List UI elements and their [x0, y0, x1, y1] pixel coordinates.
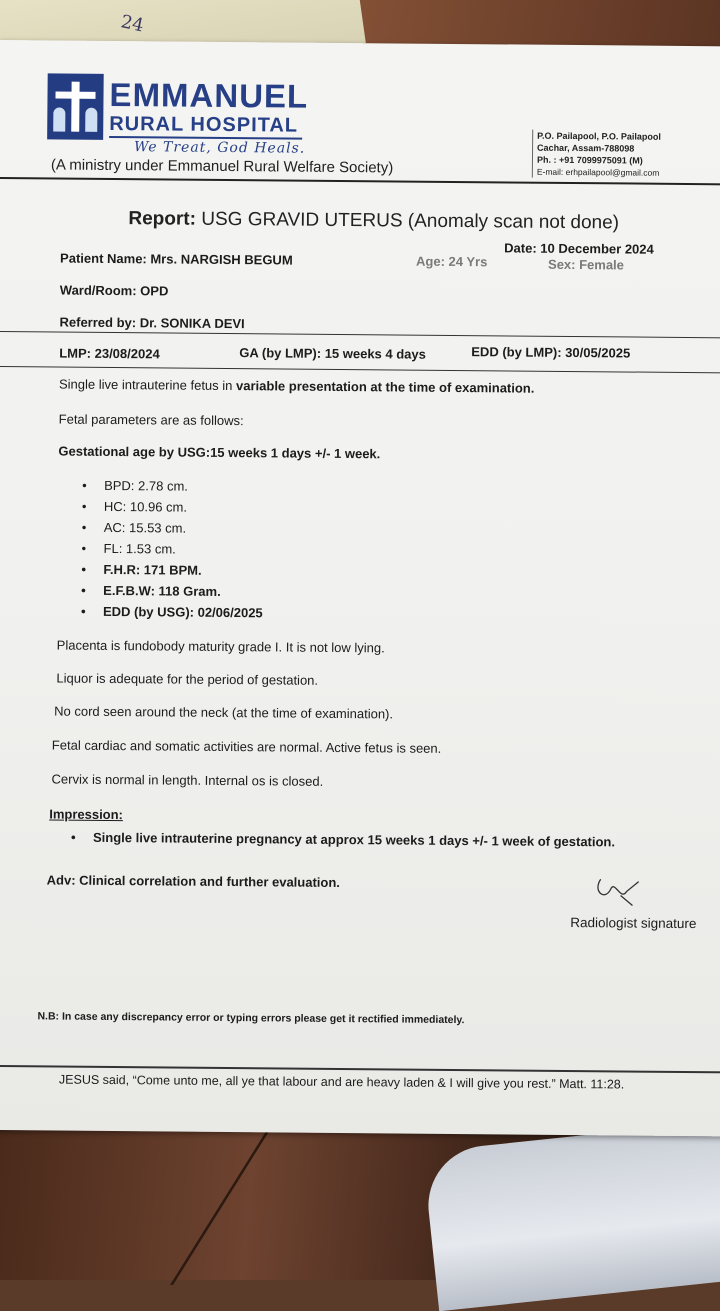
- report-date: Date: 10 December 2024: [504, 240, 654, 257]
- address-email: E-mail: erhpailapool@gmail.com: [536, 166, 660, 178]
- stray-paper-scribble: 24: [118, 11, 146, 37]
- referred-by: Referred by: Dr. SONIKA DEVI: [59, 314, 245, 332]
- parameters-intro: Fetal parameters are as follows:: [58, 411, 244, 429]
- presentation-bold: variable presentation at the time of examination.: [235, 378, 535, 396]
- liquor-finding: Liquor is adequate for the period of gestation.: [56, 670, 319, 688]
- radiologist-signature: [590, 871, 650, 912]
- cord-finding: No cord seen around the neck (at the time of examination).: [54, 703, 394, 722]
- hospital-address: [532, 130, 661, 179]
- hospital-logo-icon: [47, 73, 104, 139]
- presentation-text: Single live intrauterine fetus in: [58, 376, 233, 394]
- ministry-line: (A ministry under Emmanuel Rural Welfare Society): [50, 156, 394, 177]
- patient-sex: Sex: Female: [547, 256, 625, 273]
- dates-divider: [0, 366, 720, 373]
- hospital-name: EMMANUEL: [109, 75, 309, 115]
- ga-by-lmp: GA (by LMP): 15 weeks 4 days: [239, 345, 426, 362]
- patient-divider: [0, 331, 720, 338]
- impression-item: • Single live intrauterine pregnancy at approx 15 weeks 1 days +/- 1 week of gestation.: [93, 830, 615, 850]
- report-title-text: USG GRAVID UTERUS (Anomaly scan not done): [201, 208, 620, 234]
- hospital-subname: RURAL HOSPITAL: [109, 113, 302, 140]
- advice: Adv: Clinical correlation and further evaluation.: [46, 872, 341, 890]
- report-title-prefix: Report:: [128, 208, 197, 230]
- parameter-efbw: • E.F.B.W: 118 Gram.: [103, 583, 221, 599]
- activity-finding: Fetal cardiac and somatic activities are normal. Active fetus is seen.: [51, 737, 442, 756]
- report-sheet: [0, 40, 720, 1136]
- address-line: Cachar, Assam-788098: [537, 142, 635, 154]
- cervix-finding: Cervix is normal in length. Internal os is closed.: [51, 771, 324, 789]
- lmp: LMP: 23/08/2024: [59, 345, 160, 362]
- footer-quote: JESUS said, “Come unto me, all ye that labour and are heavy laden & I will give you rest.” Matt. 11:28.: [58, 1072, 625, 1092]
- hospital-tagline: We Treat, God Heals.: [134, 139, 306, 157]
- parameter-hc: • HC: 10.96 cm.: [104, 499, 187, 515]
- patient-age: Age: 24 Yrs: [416, 253, 488, 270]
- report-title: [128, 208, 619, 234]
- patient-name: Patient Name: Mrs. NARGISH BEGUM: [60, 250, 293, 268]
- parameter-ac: • AC: 15.53 cm.: [104, 520, 187, 536]
- parameter-fhr: • F.H.R: 171 BPM.: [103, 562, 201, 578]
- discrepancy-note: N.B: In case any discrepancy error or typing errors please get it rectified immediately.: [37, 1010, 465, 1027]
- parameter-bpd: • BPD: 2.78 cm.: [104, 478, 188, 494]
- address-phone: Ph. : +91 7099975091 (M): [536, 154, 643, 166]
- placenta-finding: Placenta is fundobody maturity grade I. It is not low lying.: [56, 637, 385, 656]
- edd-by-lmp: EDD (by LMP): 30/05/2025: [471, 344, 631, 361]
- address-line: P.O. Pailapool, P.O. Pailapool: [537, 130, 661, 142]
- impression-heading: Impression:: [49, 806, 123, 823]
- parameter-edd-usg: • EDD (by USG): 02/06/2025: [103, 604, 263, 620]
- presentation-finding: [59, 377, 535, 396]
- ga-by-usg: Gestational age by USG:15 weeks 1 days +/- 1 week.: [58, 443, 381, 462]
- signature-label: Radiologist signature: [570, 915, 697, 932]
- parameter-fl: • FL: 1.53 cm.: [104, 541, 176, 557]
- ward-room: Ward/Room: OPD: [59, 282, 169, 299]
